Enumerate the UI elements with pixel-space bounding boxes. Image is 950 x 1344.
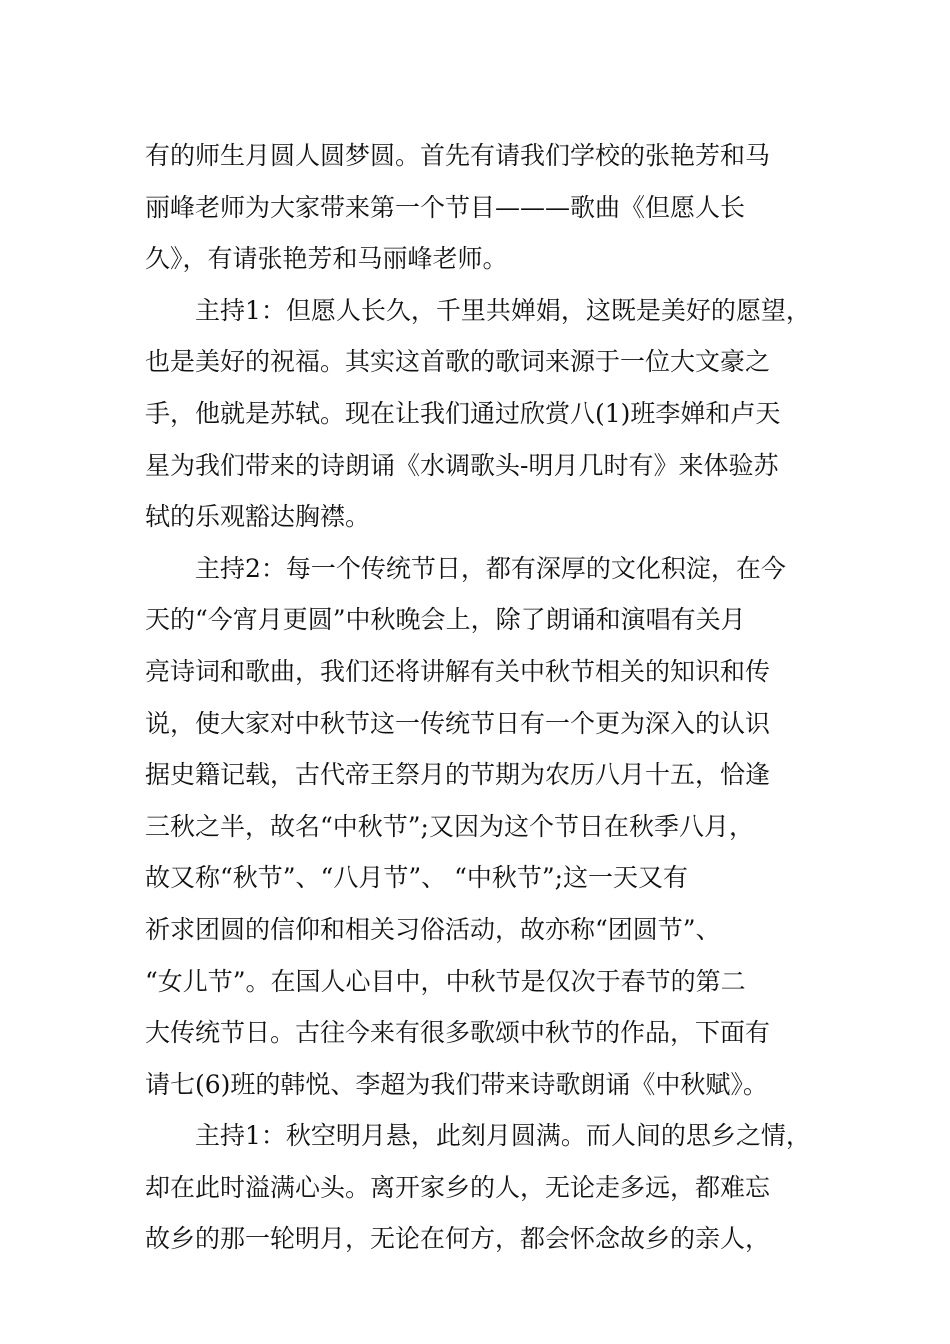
text-line: 请七(6)班的韩悦、李超为我们带来诗歌朗诵《中秋赋》。 bbox=[145, 1069, 768, 1099]
paragraph-first-line: 主持1：但愿人长久，千里共婵娟，这既是美好的愿望， bbox=[195, 295, 811, 325]
text-line: 星为我们带来的诗朗诵《水调歌头-明月几时有》来体验苏 bbox=[145, 450, 779, 480]
text-line: 丽峰老师为大家带来第一个节目———歌曲《但愿人长 bbox=[145, 192, 746, 222]
text-line: 据史籍记载，古代帝王祭月的节期为农历八月十五，恰逢 bbox=[145, 760, 771, 790]
paragraph-first-line: 主持1：秋空明月悬，此刻月圆满。而人间的思乡之情， bbox=[195, 1121, 811, 1151]
text-line: 有的师生月圆人圆梦圆。首先有请我们学校的张艳芳和马 bbox=[145, 141, 771, 170]
text-line: “女儿节”。在国人心目中，中秋节是仅次于春节的第二 bbox=[145, 966, 746, 996]
text-line: 亮诗词和歌曲，我们还将讲解有关中秋节相关的知识和传 bbox=[145, 656, 771, 686]
text-line: 故又称“秋节”、“八月节”、 “中秋节”;这一天又有 bbox=[145, 863, 689, 893]
text-line: 手，他就是苏轼。现在让我们通过欣赏八(1)班李婵和卢天 bbox=[145, 398, 781, 428]
text-line: 却在此时溢满心头。离开家乡的人，无论走多远，都难忘 bbox=[145, 1172, 771, 1202]
text-line: 祈求团圆的信仰和相关习俗活动，故亦称“团圆节”、 bbox=[145, 914, 721, 944]
text-line: 天的“今宵月更圆”中秋晚会上，除了朗诵和演唱有关月 bbox=[145, 605, 746, 635]
text-line: 故乡的那一轮明月，无论在何方，都会怀念故乡的亲人， bbox=[145, 1224, 771, 1254]
paragraph-first-line: 主持2：每一个传统节日，都有深厚的文化积淀，在今 bbox=[195, 553, 786, 583]
text-line: 久》，有请张艳芳和马丽峰老师。 bbox=[145, 244, 508, 274]
text-line: 轼的乐观豁达胸襟。 bbox=[145, 502, 371, 532]
document-body bbox=[145, 130, 835, 1265]
text-line: 说，使大家对中秋节这一传统节日有一个更为深入的认识 bbox=[145, 708, 771, 738]
text-line: 大传统节日。古往今来有很多歌颂中秋节的作品，下面有 bbox=[145, 1018, 771, 1048]
text-line: 三秋之半，故名“中秋节”;又因为这个节日在秋季八月， bbox=[145, 811, 754, 841]
text-line: 也是美好的祝福。其实这首歌的歌词来源于一位大文豪之 bbox=[145, 347, 771, 377]
